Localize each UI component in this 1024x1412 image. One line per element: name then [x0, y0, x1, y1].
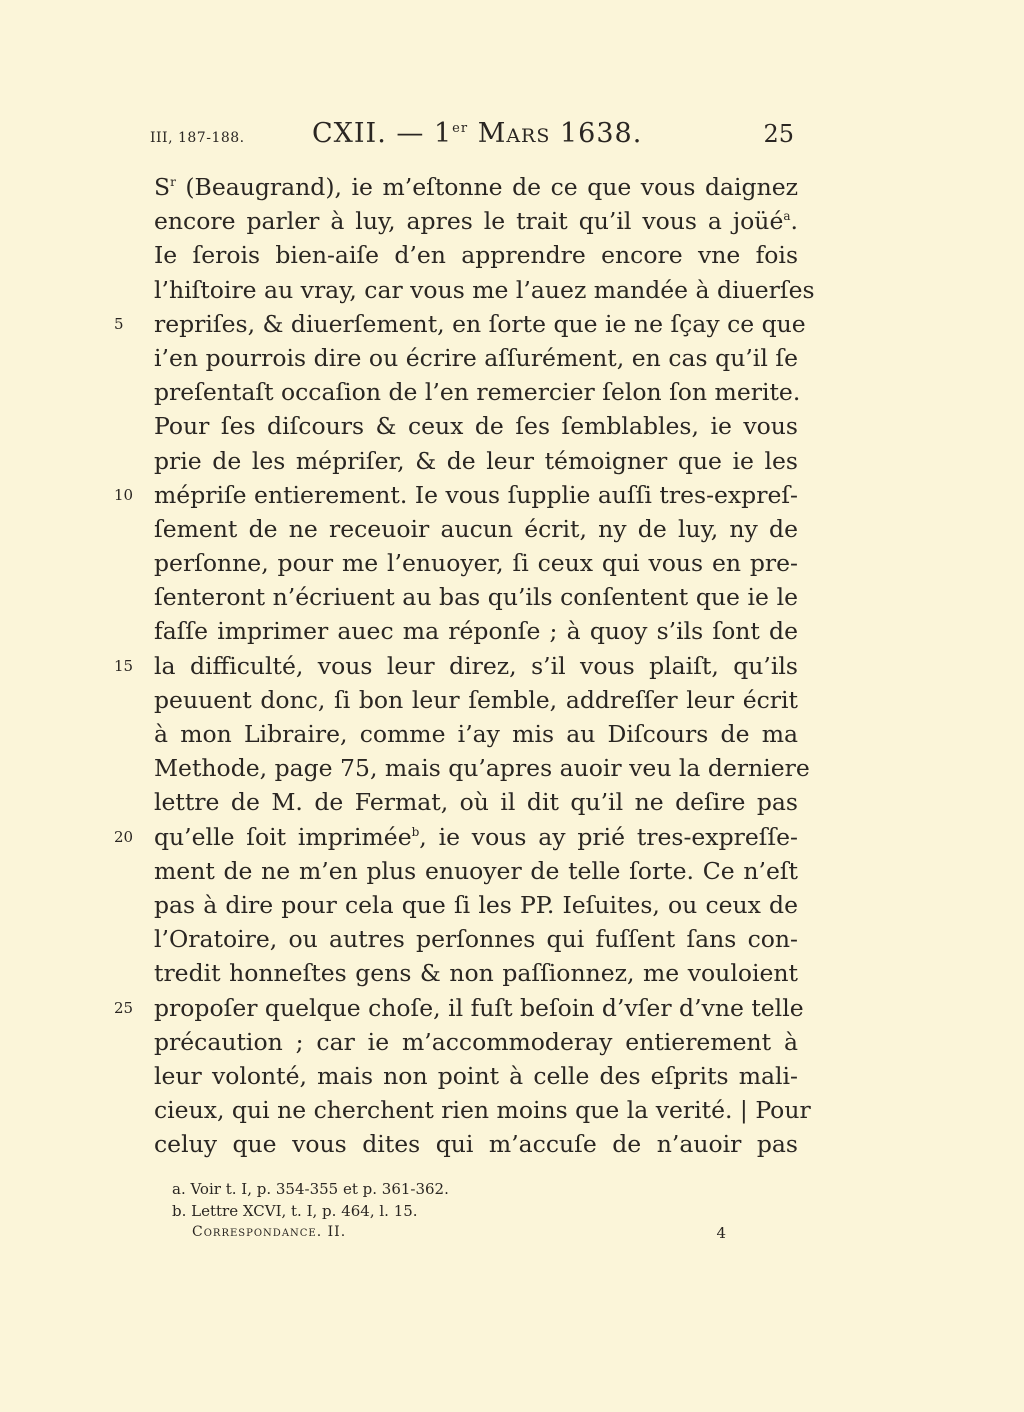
text-line — [154, 888, 798, 922]
page-number: 25 — [763, 120, 794, 148]
footnote-a: a. Voir t. I, p. 354-355 et p. 361-362. — [172, 1180, 449, 1198]
line-number: 25 — [114, 998, 134, 1017]
line-text: cieux, qui ne cherchent rien moins que la verité. | Pour — [154, 1096, 811, 1125]
line-text: preſentaſt occaſion de l’en remercier ſelon ſon merite. — [154, 378, 801, 407]
text-line — [154, 1059, 798, 1093]
text-line — [154, 683, 798, 717]
text-line — [114, 820, 798, 854]
line-text: (Beaugrand), ie m’eſtonne de ce que vous daignez — [175, 173, 798, 201]
superscript: r — [170, 175, 176, 190]
text-line — [154, 409, 798, 443]
line-number: 15 — [114, 656, 134, 675]
letter-year: 1638. — [559, 118, 643, 149]
line-text: encore parler à luy, apres le trait qu’il vous a joüé — [154, 207, 784, 236]
line-text: la difficulté, vous leur direz, s’il vous plaiſt, qu’ils — [154, 651, 798, 680]
line-text: l’hiſtoire au vray, car vous me l’auez mandée à diuerſes — [154, 275, 815, 304]
text-line — [154, 956, 798, 990]
line-text: propoſer quelque choſe, il fuſt beſoin d’vſer d’vne telle — [154, 993, 804, 1022]
line-text: leur volonté, mais non point à celle des eſprits mali- — [154, 1061, 798, 1090]
text-line — [154, 1127, 798, 1161]
text-line — [154, 444, 798, 478]
line-text: repriſes, & diuerſement, en ſorte que ie ne ſçay ce que — [154, 309, 806, 338]
heading-dash: — — [396, 118, 425, 149]
text-line — [154, 273, 815, 307]
letter-day: 1 — [433, 118, 453, 149]
line-text: ment de ne m’en plus enuoyer de telle ſorte. Ce n’eſt — [154, 856, 798, 885]
collection-title: Correspondance. II. — [192, 1224, 347, 1240]
line-text: prie de les mépriſer, & de leur témoigner que ie les — [154, 446, 798, 475]
page-footer — [192, 1224, 732, 1248]
day-ordinal: er — [452, 121, 469, 136]
volume-reference: III, 187-188. — [150, 130, 245, 146]
text-line — [154, 170, 798, 204]
line-text: peuuent donc, ſi bon leur ſemble, addreſſer leur écrit — [154, 685, 798, 714]
text-line — [154, 614, 798, 648]
text-line — [154, 785, 798, 819]
footnote-ref: b — [411, 824, 420, 839]
line-number: 20 — [114, 827, 134, 846]
text-line — [154, 1025, 798, 1059]
line-text: Pour ſes diſcours & ceux de ſes ſemblables, ie vous — [154, 412, 798, 441]
line-text: tredit honneſtes gens & non paſſionnez, me vouloient — [154, 959, 798, 988]
text-line — [154, 580, 798, 614]
footnote-ref: a — [783, 209, 791, 224]
text-line — [154, 546, 798, 580]
line-text: à mon Libraire, comme i’ay mis au Diſcours de ma — [154, 720, 798, 748]
text-line — [154, 204, 798, 238]
text-line — [154, 375, 801, 409]
line-text: qu’elle ſoit imprimée — [154, 822, 412, 851]
line-prefix: S — [154, 173, 171, 201]
line-text: Methode, page 75, mais qu’apres auoir veu la derniere — [154, 754, 810, 783]
line-number: 5 — [114, 314, 124, 333]
line-text: faſſe imprimer auec ma réponſe ; à quoy s’ils ſont de — [154, 617, 798, 646]
line-text: i’en pourrois dire ou écrire aſſurément, en cas qu’il ſe — [154, 343, 798, 372]
footnotes — [172, 1178, 772, 1222]
line-text: ſement de ne receuoir aucun écrit, ny de luy, ny de — [154, 514, 798, 543]
running-header — [150, 118, 798, 158]
line-text: pas à dire pour cela que ſi les PP. Ieſuites, ou ceux de — [154, 890, 798, 919]
line-text: mépriſe entierement. Ie vous ſupplie auſſi tres-expreſ- — [154, 480, 798, 509]
line-text: lettre de M. de Fermat, où il dit qu’il ne deſire pas — [154, 788, 798, 817]
letter-body — [114, 170, 815, 1161]
footnote-b: b. Lettre XCVI, t. I, p. 464, l. 15. — [172, 1202, 418, 1220]
line-number: 10 — [114, 485, 134, 504]
line-text: perſonne, pour me l’enuoyer, ſi ceux qui vous en pre- — [154, 549, 798, 578]
text-line — [154, 1093, 811, 1127]
text-line — [154, 922, 798, 956]
line-text-continued: . — [790, 207, 798, 236]
text-line — [114, 307, 806, 341]
text-line — [154, 238, 798, 272]
signature-mark: 4 — [716, 1224, 726, 1242]
line-text: Ie ſerois bien-aiſe d’en apprendre encore vne fois — [154, 241, 798, 270]
line-text: ſenteront n’écriuent au bas qu’ils conſentent que ie le — [154, 583, 798, 612]
text-line — [114, 649, 798, 683]
text-line — [154, 717, 798, 751]
text-line — [154, 751, 810, 785]
text-line — [114, 478, 798, 512]
letter-month: Mars — [477, 118, 551, 149]
line-text: précaution ; car ie m’accommoderay entierement à — [154, 1027, 798, 1056]
line-text: celuy que vous dites qui m’accuſe de n’auoir pas — [154, 1130, 798, 1159]
line-text: l’Oratoire, ou autres perſonnes qui fuſſent ſans con- — [154, 925, 798, 954]
letter-number: CXII. — [312, 118, 387, 149]
text-line — [154, 854, 798, 888]
text-line — [114, 991, 804, 1025]
line-text-continued: , ie vous ay prié tres-expreſſe- — [419, 822, 798, 851]
text-line — [154, 341, 798, 375]
letter-heading — [312, 118, 642, 149]
text-line — [154, 512, 798, 546]
